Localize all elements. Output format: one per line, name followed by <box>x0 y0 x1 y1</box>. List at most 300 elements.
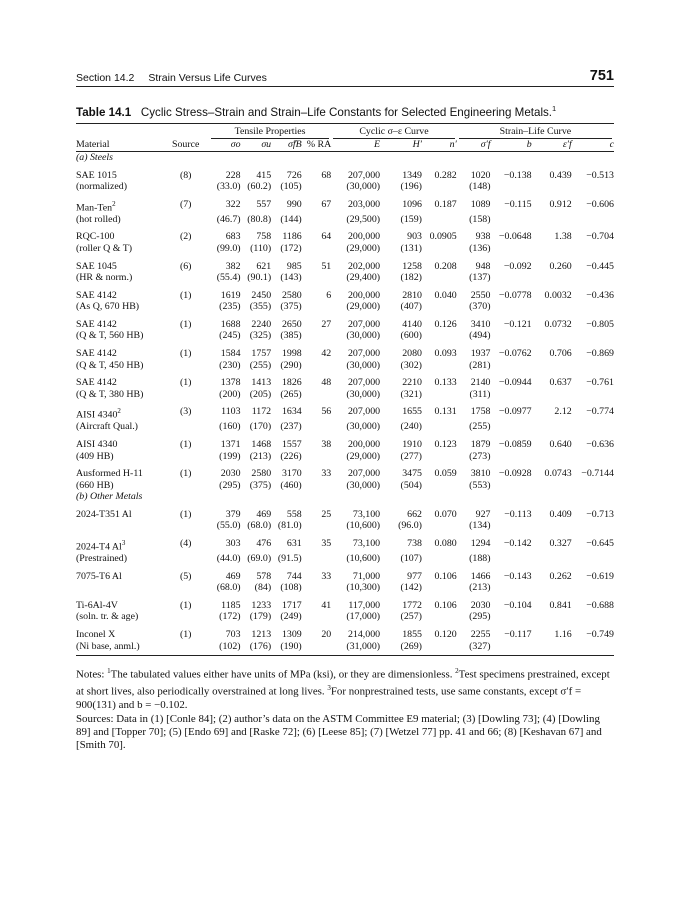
material-name: SAE 4142 <box>76 318 117 330</box>
table-row-continuation <box>76 520 614 532</box>
cell-empty <box>490 480 531 492</box>
cell-empty <box>302 181 332 193</box>
cell-sigf: 3810 <box>470 468 491 480</box>
col-sigma-f: σ′f <box>457 139 491 151</box>
cell-H2: (277) <box>400 450 422 462</box>
table-row-continuation <box>76 181 614 193</box>
material-condition <box>76 520 163 532</box>
cell-su: 1172 <box>251 406 272 418</box>
cell-sf: 744 <box>286 570 302 582</box>
cell-su2: (355) <box>249 301 272 313</box>
cell-empty <box>302 480 332 492</box>
cell-empty <box>302 272 332 284</box>
cell-so: 1378 <box>220 377 241 389</box>
cell-empty <box>532 421 572 433</box>
cell-n: 0.133 <box>434 377 457 389</box>
cell-ef: 2.12 <box>554 406 572 418</box>
cell-empty <box>572 553 614 565</box>
material-condition: (normalized) <box>76 181 127 193</box>
cell-H: 1855 <box>402 628 422 640</box>
material-name: 7075-T6 Al <box>76 570 122 582</box>
cell-su2: (90.1) <box>247 272 272 284</box>
cell-so: 703 <box>225 628 241 640</box>
cell-n: 0.070 <box>434 508 457 520</box>
cell-E: 214,000 <box>347 628 381 640</box>
cell-b: −0.138 <box>503 169 532 181</box>
cell-so2: (44.0) <box>216 552 241 564</box>
cell-n: 0.106 <box>434 570 457 582</box>
cell-empty <box>490 553 531 565</box>
cell-E2: (10,600) <box>346 520 381 532</box>
cell-empty <box>163 181 209 193</box>
cell-sf: 1557 <box>281 438 302 450</box>
material-name: Inconel X <box>76 628 116 640</box>
cell-sigf: 948 <box>475 260 491 272</box>
cell-empty <box>572 451 614 463</box>
cell-su: 1233 <box>251 599 272 611</box>
cell-sf: 2650 <box>281 318 302 330</box>
cell-sf2: (237) <box>280 421 302 433</box>
cell-b: −0.0762 <box>498 348 532 360</box>
cell-H: 903 <box>407 231 422 243</box>
cell-b: −0.104 <box>503 599 532 611</box>
cell-source: (3) <box>179 406 192 418</box>
cell-source: (1) <box>179 318 192 330</box>
cell-so2: (199) <box>219 450 241 462</box>
cell-so: 1103 <box>221 406 241 418</box>
cell-su2: (170) <box>249 421 272 433</box>
cell-su: 1468 <box>251 438 272 450</box>
cell-ef: 0.0032 <box>544 289 572 301</box>
cell-H: 977 <box>407 570 422 582</box>
cell-empty <box>572 421 614 433</box>
cell-so: 683 <box>225 231 241 243</box>
cell-empty <box>490 330 531 342</box>
table-row <box>76 532 614 553</box>
cell-c: −0.636 <box>586 438 614 450</box>
col-n: n′ <box>422 139 457 151</box>
cell-empty <box>532 553 572 565</box>
cell-empty <box>302 611 332 623</box>
cell-ef: 0.706 <box>549 348 572 360</box>
table-row <box>76 433 614 451</box>
cell-sigf2: (311) <box>469 388 491 400</box>
cell-ef: 0.262 <box>549 570 572 582</box>
cell-sigf2: (137) <box>469 272 491 284</box>
section-number: Section 14.2 <box>76 72 135 84</box>
cell-b: −0.113 <box>504 508 532 520</box>
cell-su2: (205) <box>249 388 272 400</box>
table-row <box>76 313 614 331</box>
cell-sf2: (265) <box>280 388 302 400</box>
cell-empty <box>490 243 531 255</box>
cell-source: (1) <box>179 438 192 450</box>
cell-sf: 1186 <box>282 231 302 243</box>
cell-E2: (30,000) <box>346 421 381 433</box>
cell-so2: (33.0) <box>216 181 241 193</box>
cell-ef: 0.0743 <box>544 468 572 480</box>
table-row-continuation <box>76 330 614 342</box>
cell-E2: (30,000) <box>346 359 381 371</box>
cell-ef: 0.327 <box>549 538 572 550</box>
cell-b: −0.092 <box>503 260 532 272</box>
table-bottom-rule <box>76 652 614 656</box>
cell-n: 0.040 <box>434 289 457 301</box>
material-name: 2024-T351 Al <box>76 508 132 520</box>
cell-empty <box>532 582 572 594</box>
cell-so: 1371 <box>220 438 241 450</box>
cell-b: −0.0944 <box>498 377 532 389</box>
cell-sigf2: (136) <box>469 242 491 254</box>
cell-empty <box>490 272 531 284</box>
cell-empty <box>422 553 457 565</box>
cell-so2: (172) <box>219 611 241 623</box>
material-name: SAE 4142 <box>76 289 117 301</box>
cell-sigf: 1020 <box>470 169 491 181</box>
table-caption <box>76 104 614 119</box>
cell-su2: (325) <box>249 330 272 342</box>
cell-E2: (10,300) <box>346 582 381 594</box>
cell-sigf: 927 <box>475 508 491 520</box>
cell-empty <box>163 214 209 226</box>
section-title: (a) Steels <box>76 152 114 164</box>
cell-empty <box>490 582 531 594</box>
cell-H2: (240) <box>400 421 422 433</box>
cell-sigf2: (494) <box>469 330 491 342</box>
section-title-row <box>76 491 614 503</box>
cell-sigf: 2255 <box>470 628 491 640</box>
cell-H: 662 <box>407 508 422 520</box>
table-body <box>76 152 614 656</box>
cell-empty <box>302 330 332 342</box>
cell-empty <box>532 611 572 623</box>
table-row <box>76 225 614 243</box>
cell-b: −0.143 <box>503 570 532 582</box>
material-condition <box>76 582 163 594</box>
cell-ef: 1.38 <box>554 231 572 243</box>
cell-ef: 0.439 <box>549 169 572 181</box>
cell-su: 557 <box>256 198 272 210</box>
cell-sigf2: (281) <box>469 359 491 371</box>
cell-ra: 48 <box>321 377 332 389</box>
footnote-2: Test specimens prestrained, except at short lives, also periodically overstrained at long lives. <box>76 668 610 698</box>
material-condition: (Ni base, anml.) <box>76 640 140 652</box>
cell-sigf: 938 <box>475 231 491 243</box>
cell-empty <box>572 181 614 193</box>
cell-empty <box>422 243 457 255</box>
table-row <box>76 164 614 182</box>
material-condition: (Aircraft Qual.) <box>76 421 138 433</box>
table-top-rule <box>76 123 614 124</box>
cell-empty <box>163 480 209 492</box>
col-sigma-fb: σ̃fB <box>271 139 302 151</box>
cell-empty <box>490 641 531 653</box>
cell-su: 476 <box>256 538 272 550</box>
cell-ef: 0.0732 <box>544 318 572 330</box>
cell-E2: (30,000) <box>346 388 381 400</box>
cell-c: −0.688 <box>586 599 614 611</box>
cell-H: 2210 <box>402 377 422 389</box>
cell-E: 200,000 <box>347 438 381 450</box>
cell-sf2: (290) <box>280 359 302 371</box>
cell-empty <box>163 272 209 284</box>
cell-sigf: 3410 <box>470 318 491 330</box>
table-title: Cyclic Stress–Strain and Strain–Life Constants for Selected Engineering Metals. <box>140 105 553 119</box>
cell-empty <box>163 641 209 653</box>
cell-empty <box>490 181 531 193</box>
cell-H2: (159) <box>400 213 422 225</box>
cell-su: 758 <box>256 231 272 243</box>
cell-so2: (245) <box>219 330 241 342</box>
cell-n: 0.187 <box>434 198 457 210</box>
cell-E2: (30,000) <box>346 479 381 491</box>
cell-E: 117,000 <box>348 599 381 611</box>
cell-su: 2450 <box>251 289 272 301</box>
cell-ef: 0.640 <box>549 438 572 450</box>
col-b: b <box>490 139 531 151</box>
table-row-continuation <box>76 553 614 565</box>
cell-E2: (29,000) <box>346 450 381 462</box>
cell-sf2: (91.5) <box>277 552 302 564</box>
cell-empty <box>532 520 572 532</box>
table-notes <box>76 665 614 753</box>
cell-empty <box>422 582 457 594</box>
cell-E: 207,000 <box>347 377 381 389</box>
cell-su2: (110) <box>250 242 272 254</box>
cell-empty <box>572 389 614 401</box>
cell-so: 322 <box>225 198 241 210</box>
cell-H: 738 <box>407 538 422 550</box>
cell-su2: (176) <box>249 640 272 652</box>
cell-E: 202,000 <box>347 260 381 272</box>
cell-n: 0.0905 <box>429 231 457 243</box>
cell-n: 0.208 <box>434 260 457 272</box>
cell-H2: (131) <box>400 242 422 254</box>
material-name: Ausformed H-11 <box>76 468 143 480</box>
table-row-continuation <box>76 641 614 653</box>
cell-empty <box>490 520 531 532</box>
table-row-continuation <box>76 451 614 463</box>
cell-sigf2: (370) <box>469 301 491 313</box>
cell-empty <box>572 214 614 226</box>
cell-sigf: 1294 <box>470 538 491 550</box>
table-row-continuation <box>76 243 614 255</box>
table-row <box>76 565 614 583</box>
col-c: c <box>572 139 614 151</box>
table-row <box>76 462 614 480</box>
cell-sigf2: (553) <box>469 479 491 491</box>
material-condition: (Prestrained) <box>76 552 127 564</box>
cell-su: 2580 <box>251 468 272 480</box>
cell-empty <box>572 520 614 532</box>
material-name: SAE 4142 <box>76 377 117 389</box>
cell-sigf2: (148) <box>469 181 491 193</box>
cell-su: 578 <box>256 570 272 582</box>
cell-so: 1688 <box>220 318 241 330</box>
cell-b: −0.0778 <box>498 289 532 301</box>
cell-sf2: (143) <box>280 272 302 284</box>
cell-b: −0.0977 <box>498 406 532 418</box>
cell-H: 1910 <box>402 438 422 450</box>
cell-b: −0.142 <box>503 538 532 550</box>
cell-n: 0.059 <box>434 468 457 480</box>
cell-ra: 27 <box>321 318 332 330</box>
cell-sf: 1717 <box>281 599 302 611</box>
cell-sigf: 1937 <box>470 348 491 360</box>
cell-so2: (46.7) <box>216 213 241 225</box>
cell-source: (1) <box>179 508 192 520</box>
cell-sf: 1998 <box>281 348 302 360</box>
cell-b: −0.0859 <box>498 438 532 450</box>
cell-sf2: (226) <box>280 450 302 462</box>
cell-sigf2: (188) <box>469 552 491 564</box>
cell-sigf2: (134) <box>469 520 491 532</box>
cell-empty <box>572 641 614 653</box>
cell-E: 207,000 <box>347 406 381 418</box>
cell-sf2: (385) <box>280 330 302 342</box>
material-condition: (Q & T, 450 HB) <box>76 359 144 371</box>
cell-ra: 33 <box>321 468 332 480</box>
col-ra: % RA <box>302 139 332 151</box>
col-sigma-o: σo <box>209 139 241 151</box>
cell-sf2: (108) <box>280 582 302 594</box>
cell-ra: 41 <box>321 599 332 611</box>
table-row <box>76 342 614 360</box>
cell-empty <box>422 389 457 401</box>
cell-sigf: 2030 <box>470 599 491 611</box>
cell-empty <box>572 582 614 594</box>
cell-E2: (10,600) <box>346 552 381 564</box>
cell-empty <box>532 272 572 284</box>
cell-E2: (29,400) <box>346 272 381 284</box>
cell-ef: 0.637 <box>549 377 572 389</box>
cell-su2: (68.0) <box>247 520 272 532</box>
cell-ra: 25 <box>321 508 332 520</box>
cell-sigf: 1758 <box>470 406 491 418</box>
cell-sf: 2580 <box>281 289 302 301</box>
cell-E: 207,000 <box>347 318 381 330</box>
cell-ra: 51 <box>321 260 332 272</box>
cell-so2: (99.0) <box>216 242 241 254</box>
cell-b: −0.0648 <box>498 231 532 243</box>
cell-su: 1213 <box>251 628 272 640</box>
cell-source: (8) <box>179 169 192 181</box>
material-condition: (Q & T, 560 HB) <box>76 330 144 342</box>
cell-n: 0.131 <box>434 406 457 418</box>
cell-H2: (269) <box>400 640 422 652</box>
cell-sigf2: (273) <box>469 450 491 462</box>
material-condition: (409 HB) <box>76 450 114 462</box>
table-row <box>76 193 614 214</box>
cell-empty <box>490 360 531 372</box>
cell-H2: (302) <box>400 359 422 371</box>
cell-empty <box>572 243 614 255</box>
cell-empty <box>163 243 209 255</box>
cell-ra: 6 <box>326 289 332 301</box>
material-name: AISI 4340$^2$ <box>76 407 121 421</box>
cell-E2: (29,000) <box>346 242 381 254</box>
material-name: SAE 4142 <box>76 348 117 360</box>
cell-so2: (55.4) <box>216 272 241 284</box>
cell-empty <box>572 480 614 492</box>
cell-so: 228 <box>225 169 241 181</box>
cell-b: −0.121 <box>503 318 532 330</box>
material-name: SAE 1015 <box>76 169 117 181</box>
cell-c: −0.761 <box>586 377 614 389</box>
cell-so2: (235) <box>219 301 241 313</box>
cell-E2: (31,000) <box>346 640 381 652</box>
cell-E2: (29,000) <box>346 301 381 313</box>
table-row <box>76 594 614 612</box>
cell-ra: 38 <box>321 438 332 450</box>
cell-sf: 558 <box>286 508 302 520</box>
cell-H: 2080 <box>402 348 422 360</box>
cell-empty <box>532 480 572 492</box>
cell-source: (4) <box>179 538 192 550</box>
column-header-row <box>76 139 614 151</box>
cell-so: 469 <box>225 570 241 582</box>
cell-sf2: (144) <box>280 213 302 225</box>
table-row-continuation <box>76 480 614 492</box>
cell-empty <box>422 421 457 433</box>
cell-su: 469 <box>256 508 272 520</box>
cell-sigf2: (255) <box>469 421 491 433</box>
table-row-continuation <box>76 360 614 372</box>
cell-ra: 68 <box>321 169 332 181</box>
cell-empty <box>422 181 457 193</box>
material-condition: (Q & T, 380 HB) <box>76 388 144 400</box>
cell-so2: (102) <box>219 640 241 652</box>
cell-empty <box>163 553 209 565</box>
cell-H2: (504) <box>400 479 422 491</box>
cell-su2: (84) <box>254 582 272 594</box>
data-table <box>76 126 614 656</box>
cell-so2: (68.0) <box>216 582 241 594</box>
cell-H2: (196) <box>400 181 422 193</box>
col-sigma-u: σu <box>241 139 272 151</box>
cell-H2: (96.0) <box>398 520 422 532</box>
cell-H2: (257) <box>400 611 422 623</box>
table-row-continuation <box>76 272 614 284</box>
material-condition: (hot rolled) <box>76 213 121 225</box>
cell-source: (2) <box>179 231 192 243</box>
cell-source: (6) <box>179 260 192 272</box>
cell-su: 1757 <box>251 348 272 360</box>
cell-empty <box>572 330 614 342</box>
cell-sf: 631 <box>286 538 302 550</box>
cell-ra: 42 <box>321 348 332 360</box>
table-row <box>76 400 614 421</box>
cell-H: 1349 <box>402 169 422 181</box>
sources-note: Sources: Data in (1) [Conle 84]; (2) author’s data on the ASTM Committee E9 material; (3) [Dowling 73]; (4) [Dowling 89] and [Topper 70]; (5) [Endo 69] and [Raske 72]; (6) [Leese 85]; (7) [Wetzel 77] pp. 41 and 66; (8) [Keshavan 67] and [Smith 70]. <box>76 712 602 752</box>
material-condition: (As Q, 670 HB) <box>76 301 140 313</box>
material-name: SAE 1045 <box>76 260 117 272</box>
cell-n: 0.126 <box>434 318 457 330</box>
cell-su: 621 <box>256 260 272 272</box>
cell-su: 2240 <box>251 318 272 330</box>
cell-su2: (213) <box>249 450 272 462</box>
cell-ra: 35 <box>321 538 332 550</box>
cell-so2: (200) <box>219 388 241 400</box>
cell-E: 200,000 <box>347 289 381 301</box>
cell-empty <box>422 480 457 492</box>
section-title: Strain Versus Life Curves <box>148 72 267 84</box>
cell-sigf: 1089 <box>470 198 491 210</box>
cell-empty <box>490 611 531 623</box>
cell-so: 1185 <box>221 599 241 611</box>
cell-empty <box>302 389 332 401</box>
cell-c: −0.704 <box>586 231 614 243</box>
